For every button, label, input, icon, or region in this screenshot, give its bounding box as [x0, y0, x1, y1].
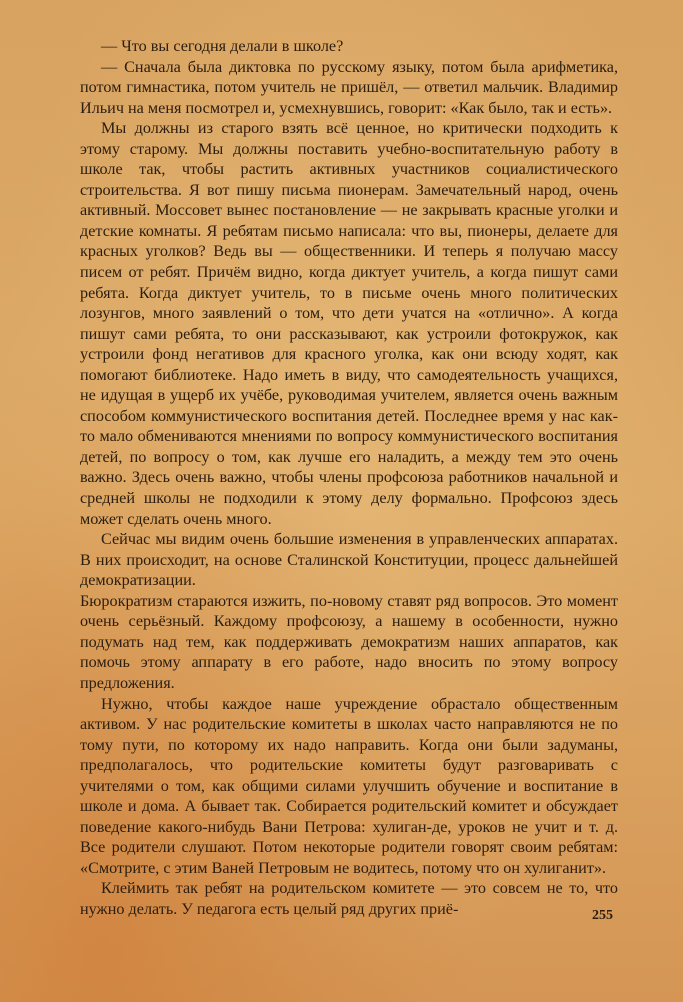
paragraph: Бюрократизм стараются изжить, по-новому ставят ряд вопросов. Это момент очень серьёзный. Каждому профсоюзу, а нашему в особенности, нужно подумать над тем, как поддерживать демократизм наших аппаратов, как помочь этому аппарату в его работе, надо вносить по этому вопросу предложения. [80, 591, 618, 692]
paragraph: Нужно, чтобы каждое наше учреждение обрастало общественным активом. У нас родительские комитеты в школах часто направляются не по тому пути, по которому их надо направить. Когда они были задуманы, предполагалось, что родительские комитеты будут разговаривать с учителями о том, как общими силами улучшить обучение и воспитание в школе и дома. А бывает так. Собирается родительский комитет и обсуждает поведение какого-нибудь Вани Петрова: хулиган-де, уроков не учит и т. д. Все родители слушают. Потом некоторые родители говорят своим ребятам: «Смотрите, с этим Ваней Петровым не водитесь, потому что он хулиганит». [80, 694, 618, 877]
paragraph: — Что вы сегодня делали в школе? [101, 37, 344, 55]
paragraph: Клеймить так ребят на родительском комитете — это совсем не то, что нужно делать. У педагога есть целый ряд других приё- [80, 879, 618, 918]
paragraph: Мы должны из старого взять всё ценное, но критически подходить к этому старому. Мы должны поставить учебно-воспитательную работу в школе так, чтобы растить активных участников социалистического строительства. Я вот пишу письма пионерам. Замечательный народ, очень активный. Моссовет вынес постановление — не закрывать красные уголки и детские комнаты. Я ребятам письмо написала: что вы, пионеры, делаете для красных уголков? Ведь вы — общественники. И теперь я получаю массу писем от ребят. Причём видно, когда диктует учитель, а когда пишут сами ребята. Когда диктует учитель, то в письме очень много политических лозунгов, много заявлений о том, что дети учатся на «отлично». А когда пишут сами ребята, то они рассказывают, как устроили фотокружок, как устроили фонд негативов для красного уголка, как они всюду ходят, как помогают библиотеке. Надо иметь в виду, что самодеятельность учащихся, не идущая в ущерб их учёбе, руководимая учителем, является очень важным способом коммунистического воспитания детей. Последнее время у нас как-то мало обмениваются мнениями по вопросу коммунистического воспитания детей, по вопросу о том, как лучше его наладить, а между тем это очень важно. Здесь очень важно, чтобы члены профсоюза работников начальной и средней школы не подходили к этому делу формально. Профсоюз здесь может сделать очень много. [80, 119, 618, 528]
page-body-text [80, 36, 618, 920]
paragraph: Сейчас мы видим очень большие изменения в управленческих аппаратах. В них происходит, на основе Сталинской Конституции, процесс дальнейшей демократизации. [80, 530, 618, 590]
paragraph: — Сначала была диктовка по русскому языку, потом была арифметика, потом гимнастика, потом учитель не пришёл, — ответил мальчик. Владимир Ильич на меня посмотрел и, усмехнувшись, говорит: «Как было, так и есть». [80, 57, 618, 117]
page-number: 255 [592, 908, 613, 923]
